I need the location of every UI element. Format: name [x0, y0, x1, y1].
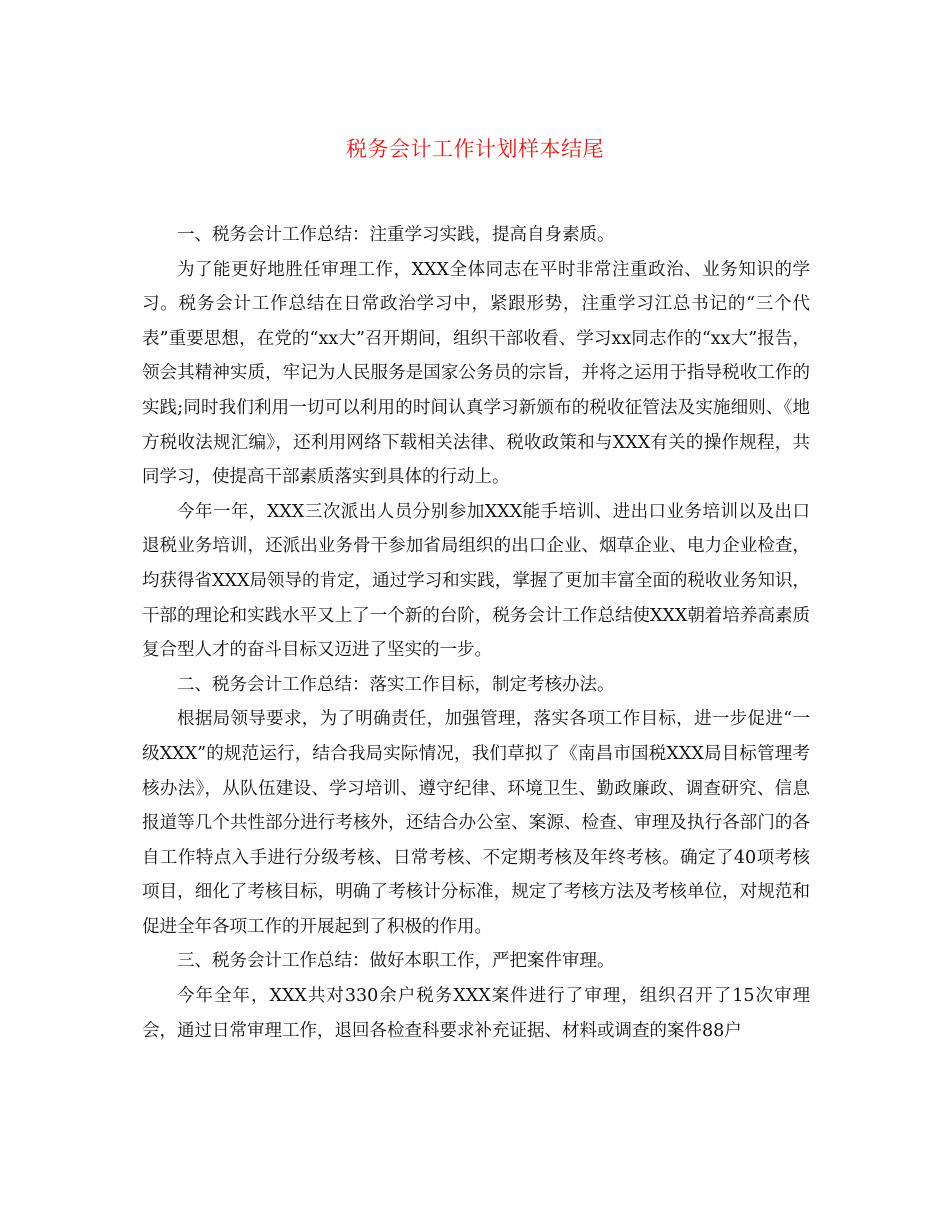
- section-heading-2: 二、税务会计工作总结：落实工作目标，制定考核办法。: [177, 674, 615, 695]
- section-heading-1: 一、税务会计工作总结：注重学习实践，提高自身素质。: [177, 225, 615, 245]
- section-heading-3: 三、税务会计工作总结：做好本职工作，严把案件审理。: [177, 951, 615, 972]
- paragraph-study: 为了能更好地胜任审理工作，XXX全体同志在平时非常注重政治、业务知识的学习。税务会计工作总结在日常政治学习中，紧跟形势，注重学习江总书记的“三个代表”重要思想，在党的“xx大”召开期间，组织干部收看、学习xx同志作的“xx大”报告，领会其精神实质，牢记为人民服务是国家公务员的宗旨，并将之运用于指导税收工作的实践;同时我们利用一切可以利用的时间认真学习新颁布的税收征管法及实施细则、《地方税收法规汇编》，还利用网络下载相关法律、税收政策和与XXX有关的操作规程，共同学习，使提高干部素质落实到具体的行动上。: [142, 259, 810, 488]
- document-title: 税务会计工作计划样本结尾: [346, 137, 604, 161]
- paragraph-training: 今年一年，XXX三次派出人员分别参加XXX能手培训、进出口业务培训以及出口退税业务培训，还派出业务骨干参加省局组织的出口企业、烟草企业、电力企业检查，均获得省XXX局领导的肯定，通过学习和实践，掌握了更加丰富全面的税收业务知识，干部的理论和实践水平又上了一个新的台阶，税务会计工作总结使XXX朝着培养高素质复合型人才的奋斗目标又迈进了坚实的一步。: [142, 501, 810, 661]
- paragraph-assessment: 根据局领导要求，为了明确责任，加强管理，落实各项工作目标，进一步促进“一级XXX”的规范运行，结合我局实际情况，我们草拟了《南昌市国税XXX局目标管理考核办法》，从队伍建设、学习培训、遵守纪律、环境卫生、勤政廉政、调查研究、信息报道等几个共性部分进行考核外，还结合办公室、案源、检查、审理及执行各部门的各自工作特点入手进行分级考核、日常考核、不定期考核及年终考核。确定了40项考核项目，细化了考核目标，明确了考核计分标准，规定了考核方法及考核单位，对规范和促进全年各项工作的开展起到了积极的作用。: [142, 709, 810, 937]
- paragraph-case-review: 今年全年，XXX共对330余户税务XXX案件进行了审理，组织召开了15次审理会，通过日常审理工作，退回各检查科要求补充证据、材料或调查的案件88户: [142, 986, 810, 1041]
- document-body: [142, 218, 810, 1048]
